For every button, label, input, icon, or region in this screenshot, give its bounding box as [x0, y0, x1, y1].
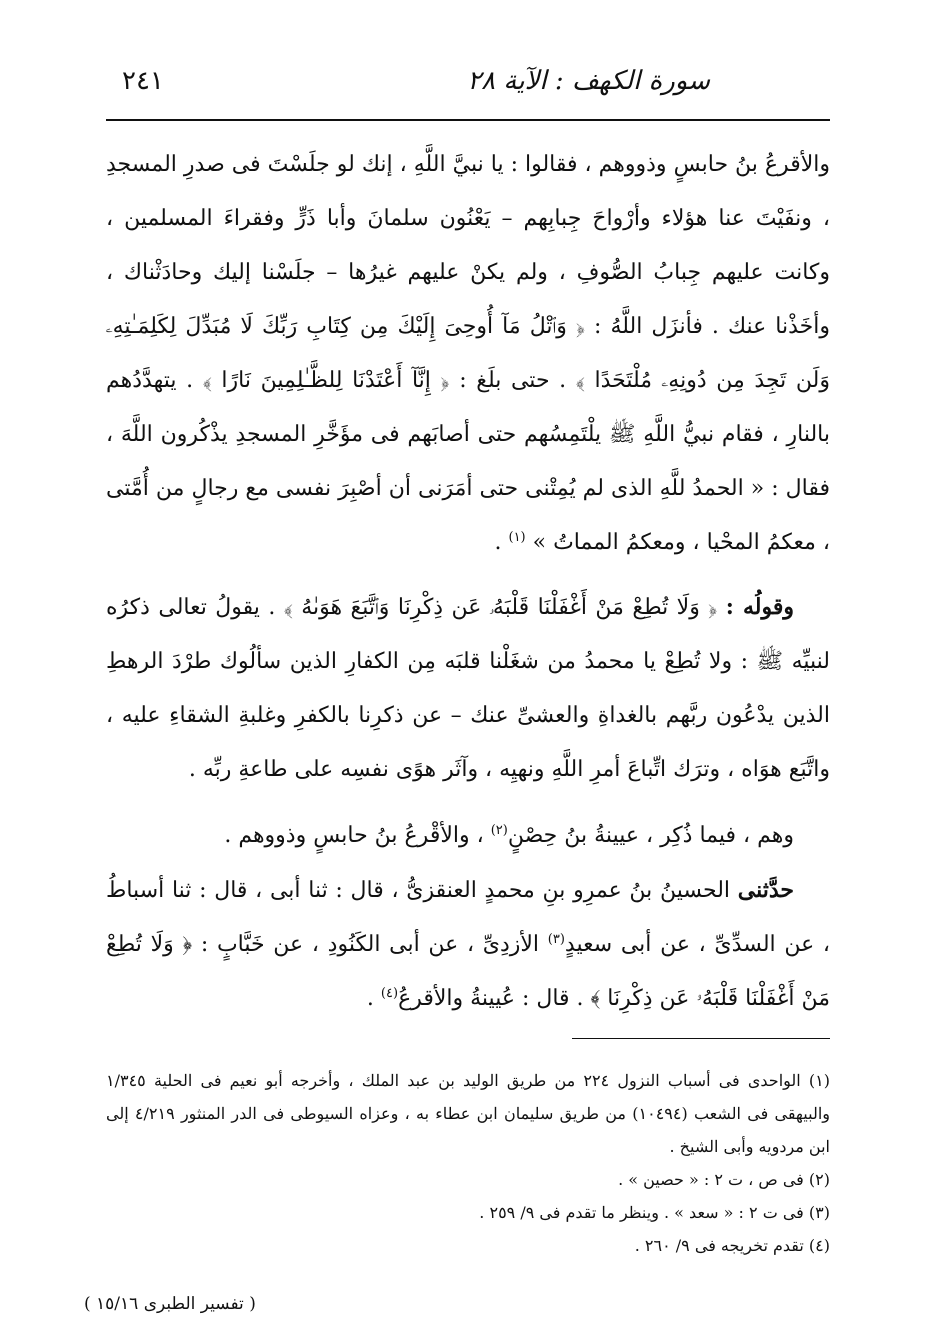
- page-footer: ( تفسير الطبرى ١٥/١٦ ): [84, 1294, 256, 1314]
- footnote-separator-line: [572, 1038, 830, 1039]
- paragraph-4-lead: حدَّثنى: [737, 877, 794, 903]
- paragraph-3-text-a: وهم ، فيما ذُكِر ، عيينةُ بنُ حِصْنٍ: [507, 823, 794, 848]
- footnote-ref-4: (٤): [380, 986, 399, 1001]
- paragraph-3: [106, 809, 830, 863]
- footnote-ref-1: (١): [508, 530, 526, 545]
- footnote-1: (١) الواحدى فى أسباب النزول ٢٢٤ من طريق الوليد بن عبد الملك ، وأخرجه أبو نعيم فى الحلية ١/٣٤٥ والبيهقى فى الشعب (١٠٤٩٤) من طريق سليمان ابن عطاء به ، وعزاه السيوطى فى الدر المنثور ٤/٢١٩ إلى ابن مردويه وأبى الشيخ .: [106, 1071, 831, 1156]
- paragraph-1-text: والأقرعُ بنُ حابسٍ وذووهم ، فقالوا : يا نبيَّ اللَّهِ ، إنك لو جلَسْتَ فى صدرِ المسجدِ ، ونفَيْتَ عنا هؤلاء وأرْواحَ جِبابِهم – يَعْنُون سلمانَ وأبا ذَرٍّ وفقراءَ المسلمين ، وكانت عليهم جِبابُ الصُّوفِ ، ولم يكنْ عليهم غيرُها – جلَسْنا إليك وحادَثْناك ، وأخَذْنا عنك . فأنزَل اللَّهُ : ﴿ وَٱتْلُ مَآ أُوحِىَ إِلَيْكَ مِن كِتَابِ رَبِّكَ لَا مُبَدِّلَ لِكَلِمَـٰتِهِۦ وَلَن تَجِدَ مِن دُونِهِۦ مُلْتَحَدًا ﴾ . حتى بلَغ : ﴿ إِنَّآ أَعْتَدْنَا لِلظَّـٰلِمِينَ نَارًا ﴾ . يتهدَّدُهم بالنارِ ، فقام نبيُّ اللَّهِ ﷺ يلْتَمِسُهم حتى أصابَهم فى مؤَخَّرِ المسجدِ يذْكُرون اللَّهَ ، فقال : « الحمدُ للَّهِ الذى لم يُمِتْنى حتى أمَرَنى أن أصْبِرَ نفسى مع رجالٍ من أُمَّتى ، معكمُ المحْيا ، ومعكمُ المماتُ »: [106, 152, 830, 555]
- paragraph-2-lead: وقولُه :: [725, 594, 794, 620]
- paragraph-2-text: ﴿ وَلَا تُطِعْ مَنْ أَغْفَلْنَا قَلْبَهُۥ عَن ذِكْرِنَا وَٱتَّبَعَ هَوَىٰهُ ﴾ . يقولُ تعالى ذكرُه لنبيِّه ﷺ : ولا تُطِعْ يا محمدُ من شغَلْنا قلبَه مِن الكفارِ الذين سألُوك طرْدَ الرهطِ الذين يدْعُون ربَّهم بالغداةِ والعشىِّ عنك – عن ذكرِنا بالكفرِ وغلبةِ الشقاءِ عليه ، واتَّبَع هوَاه ، وترَك اتِّباعَ أمرِ اللَّهِ ونهيِه ، وآثَر هوًى نفسِه على طاعةِ ربِّه .: [106, 595, 830, 782]
- footnote-3: (٣) فى ت ٢ : « سعد » . وينظر ما تقدم فى ٩/ ٢٥٩ .: [479, 1203, 830, 1222]
- header-rule: [106, 119, 830, 121]
- page-header: [106, 62, 830, 102]
- footnote-2: (٢) فى ص ، ت ٢ : « حصين » .: [618, 1170, 830, 1189]
- paragraph-4-text-b: الأزدِىِّ ، عن أبى الكَنُودِ ، عن خَبَّابٍ : ﴿ وَلَا تُطِعْ مَنْ أَغْفَلْنَا قَلْبَهُۥ عَن ذِكْرِنَا ﴾ . قال : عُيينةُ والأقرعُ: [106, 932, 830, 1011]
- footnote-4: (٤) تقدم تخريجه فى ٩/ ٢٦٠ .: [634, 1236, 830, 1255]
- footnotes: [106, 1064, 830, 1262]
- page-number: ٢٤١: [122, 66, 164, 96]
- footnote-ref-3: (٣): [547, 932, 565, 947]
- paragraph-1: والأقرعُ بنُ حابسٍ وذووهم ، فقالوا : يا نبيَّ اللَّهِ ، إنك لو جلَسْتَ فى صدرِ المسجدِ ، ونفَيْتَ عنا هؤلاء وأرْواحَ جِبابِهم – يَعْنُون سلمانَ وأبا ذَرٍّ وفقراءَ المسلمين ، وكانت عليهم جِبابُ الصُّوفِ ، ولم يكنْ عليهم غيرُها – جلَسْنا إليك وحادَثْناك ، وأخَذْنا عنك . فأنزَل اللَّهُ : ﴿ وَٱتْلُ مَآ أُوحِىَ إِلَيْكَ مِن كِتَابِ رَبِّكَ لَا مُبَدِّلَ لِكَلِمَـٰتِهِۦ وَلَن تَجِدَ مِن دُونِهِۦ مُلْتَحَدًا ﴾ . حتى بلَغ : ﴿ إِنَّآ أَعْتَدْنَا لِلظَّـٰلِمِينَ نَارًا ﴾ . يتهدَّدُهم بالنارِ ، فقام نبيُّ اللَّهِ ﷺ يلْتَمِسُهم حتى أصابَهم فى مؤَخَّرِ المسجدِ يذْكُرون اللَّهَ ، فقال : « الحمدُ للَّهِ الذى لم يُمِتْنى حتى أمَرَنى أن أصْبِرَ نفسى مع رجالٍ من أُمَّتى ، معكمُ المحْيا ، ومعكمُ المماتُ » $^{(١)}$ .: [106, 152, 830, 555]
- paragraph-3-text-b: ، والأقْرعُ بنُ حابسٍ وذووهم .: [224, 823, 484, 848]
- paragraph-2: [106, 580, 830, 797]
- main-text: [106, 138, 830, 1026]
- footnote-ref-2: (٢): [490, 823, 508, 838]
- paragraph-4: حدَّثنى الحسينُ بنُ عمرِو بنِ محمدٍ العنقزىُّ ، قال : ثنا أبى ، قال : ثنا أسباطُ ، عن السدِّىِّ ، عن أبى سعيدٍ$^{(٣)}$ الأزدِىِّ ، عن أبى الكَنُودِ ، عن خَبَّابٍ : ﴿ وَلَا تُطِعْ مَنْ أَغْفَلْنَا قَلْبَهُۥ عَن ذِكْرِنَا ﴾ . قال : عُيينةُ والأقرعُ$^{(٤)}$ .: [106, 877, 830, 1011]
- paragraph-4-text-a: الحسينُ بنُ عمرِو بنِ محمدٍ العنقزىُّ ، قال : ثنا أبى ، قال : ثنا أسباطُ ، عن السدِّىِّ ، عن أبى سعيدٍ: [106, 878, 830, 957]
- running-title: سورة الكهف : الآية ٢٨: [467, 66, 710, 96]
